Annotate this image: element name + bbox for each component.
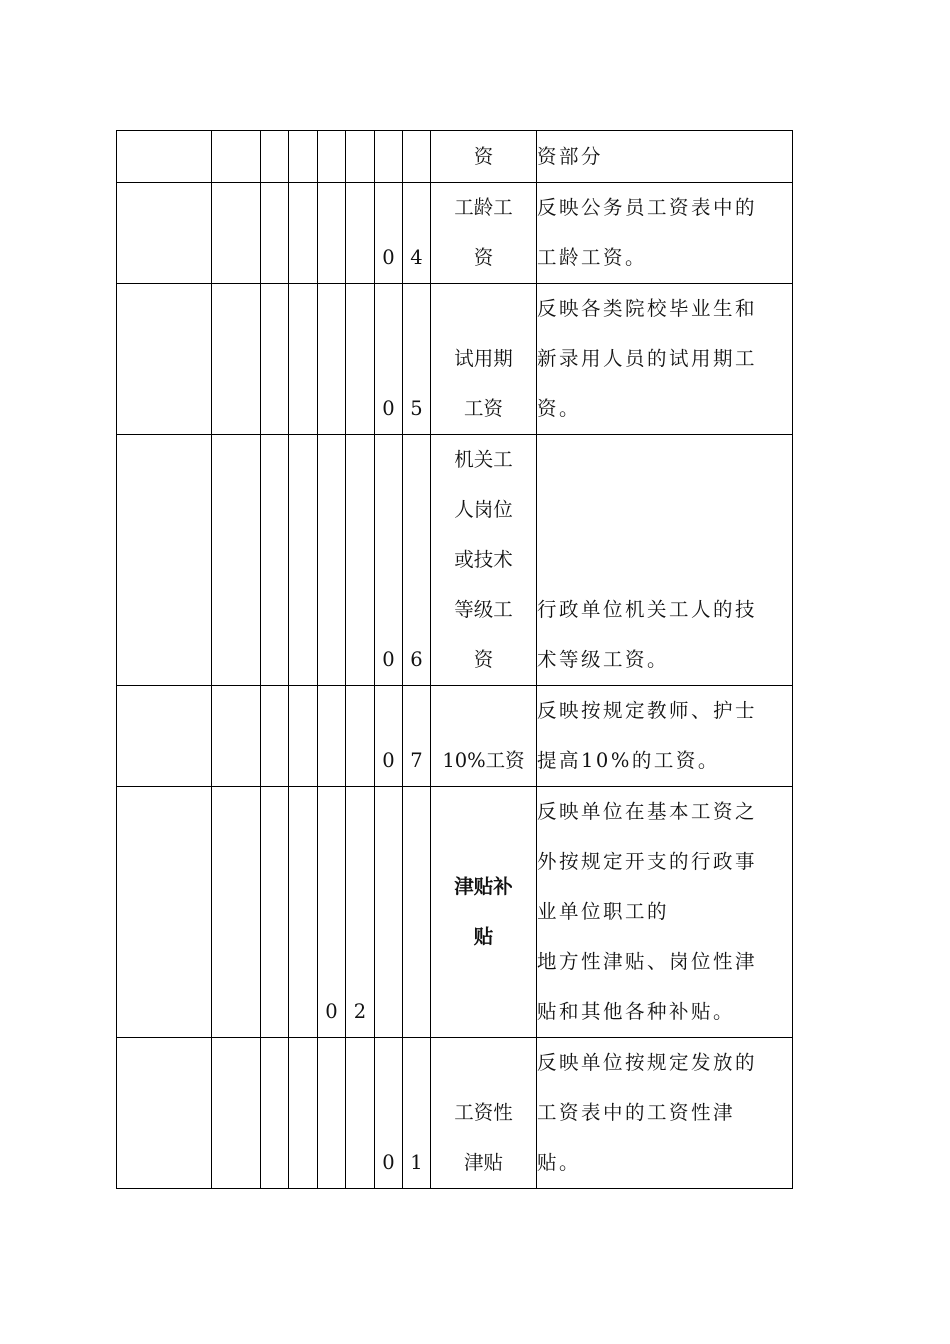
code-cell	[346, 435, 375, 686]
description-line: 业单位职工的	[537, 900, 670, 923]
code-cell	[318, 435, 346, 686]
code-cell	[318, 686, 346, 787]
code-cell: 2	[346, 787, 375, 1038]
description-line: 反映单位在基本工资之	[537, 800, 758, 823]
code-cell	[346, 686, 375, 787]
blank-cell	[261, 686, 289, 787]
code-cell: 0	[375, 686, 403, 787]
table-row	[117, 435, 793, 686]
blank-cell	[289, 435, 318, 686]
code-cell	[375, 787, 403, 1038]
name-line: 津贴补	[454, 875, 513, 898]
item-description	[537, 131, 793, 183]
code-cell: 4	[403, 183, 431, 284]
description-line: 提高10%的工资。	[537, 749, 720, 772]
blank-cell	[212, 1038, 261, 1189]
blank-cell	[289, 686, 318, 787]
code-cell	[318, 183, 346, 284]
description-line: 反映公务员工资表中的	[537, 196, 758, 219]
description-line: 资。	[537, 397, 582, 420]
blank-cell	[289, 131, 318, 183]
name-line: 工资	[463, 397, 503, 420]
blank-cell	[212, 183, 261, 284]
blank-cell	[117, 131, 212, 183]
code-cell	[403, 131, 431, 183]
blank-cell	[212, 131, 261, 183]
blank-cell	[289, 1038, 318, 1189]
item-description	[537, 787, 793, 1038]
item-description	[537, 284, 793, 435]
blank-cell	[261, 183, 289, 284]
description-line: 行政单位机关工人的技	[537, 598, 758, 621]
name-line: 资	[473, 145, 494, 168]
table-row	[117, 686, 793, 787]
blank-cell	[261, 787, 289, 1038]
table-row	[117, 787, 793, 1038]
description-line: 术等级工资。	[537, 648, 670, 671]
code-cell	[375, 131, 403, 183]
code-cell	[318, 131, 346, 183]
blank-cell	[117, 183, 212, 284]
description-line: 贴和其他各种补贴。	[537, 1000, 736, 1023]
blank-cell	[289, 284, 318, 435]
name-line: 或技术	[454, 548, 513, 571]
item-description	[537, 183, 793, 284]
name-line: 资	[473, 648, 494, 671]
description-line: 地方性津贴、岗位性津	[537, 950, 758, 973]
blank-cell	[261, 284, 289, 435]
blank-cell	[289, 787, 318, 1038]
blank-cell	[117, 435, 212, 686]
description-line: 外按规定开支的行政事	[537, 850, 758, 873]
item-name	[431, 686, 537, 787]
blank-cell	[261, 435, 289, 686]
name-line: 津贴	[463, 1151, 503, 1174]
name-line: 资	[473, 246, 494, 269]
blank-cell	[117, 284, 212, 435]
name-line: 贴	[473, 925, 494, 948]
code-cell: 0	[375, 435, 403, 686]
blank-cell	[117, 1038, 212, 1189]
item-description	[537, 435, 793, 686]
item-name	[431, 787, 537, 1038]
code-cell: 0	[375, 1038, 403, 1189]
code-cell	[318, 1038, 346, 1189]
description-line: 新录用人员的试用期工	[537, 347, 758, 370]
code-cell: 1	[403, 1038, 431, 1189]
item-name	[431, 183, 537, 284]
item-name	[431, 1038, 537, 1189]
blank-cell	[212, 435, 261, 686]
code-cell: 0	[375, 183, 403, 284]
code-cell: 0	[375, 284, 403, 435]
description-line: 反映各类院校毕业生和	[537, 297, 758, 320]
description-line: 工资表中的工资性津	[537, 1101, 736, 1124]
name-line: 10%工资	[442, 749, 525, 772]
blank-cell	[261, 131, 289, 183]
description-line: 资部分	[537, 145, 604, 168]
name-line: 机关工	[454, 448, 513, 471]
name-line: 工资性	[454, 1101, 513, 1124]
name-line: 试用期	[454, 347, 513, 370]
code-cell	[403, 787, 431, 1038]
name-line: 工龄工	[454, 196, 513, 219]
subject-table	[116, 130, 793, 1189]
blank-cell	[261, 1038, 289, 1189]
description-line: 贴。	[537, 1151, 582, 1174]
blank-cell	[117, 787, 212, 1038]
code-cell	[346, 183, 375, 284]
description-line: 反映按规定教师、护士	[537, 699, 758, 722]
code-cell: 6	[403, 435, 431, 686]
blank-cell	[117, 686, 212, 787]
item-name	[431, 284, 537, 435]
item-description	[537, 686, 793, 787]
code-cell	[318, 284, 346, 435]
description-line: 工龄工资。	[537, 246, 648, 269]
table-row	[117, 131, 793, 183]
code-cell	[346, 284, 375, 435]
name-line: 等级工	[454, 598, 513, 621]
table-row	[117, 183, 793, 284]
item-name	[431, 435, 537, 686]
name-line: 人岗位	[454, 498, 513, 521]
code-cell	[346, 1038, 375, 1189]
code-cell	[346, 131, 375, 183]
code-cell: 5	[403, 284, 431, 435]
code-cell: 7	[403, 686, 431, 787]
blank-cell	[289, 183, 318, 284]
item-description	[537, 1038, 793, 1189]
blank-cell	[212, 284, 261, 435]
code-cell: 0	[318, 787, 346, 1038]
blank-cell	[212, 686, 261, 787]
description-line: 反映单位按规定发放的	[537, 1051, 758, 1074]
blank-cell	[212, 787, 261, 1038]
table-row	[117, 284, 793, 435]
item-name	[431, 131, 537, 183]
table-row	[117, 1038, 793, 1189]
